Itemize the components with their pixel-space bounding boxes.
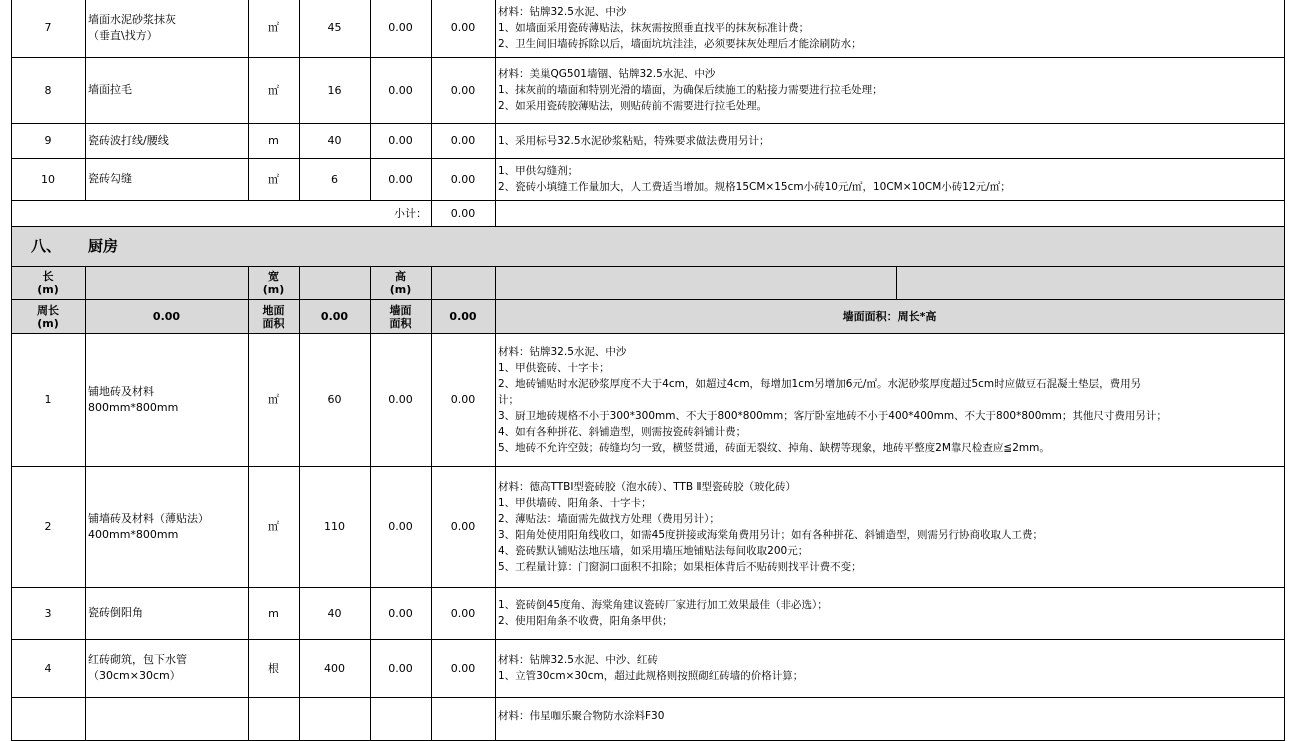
grid-line-v (85, 57, 86, 123)
kitchen-row-name[interactable]: 铺地砖及材料 800mm*800mm (88, 384, 179, 414)
kitchen-row-qty[interactable]: 40 (327, 606, 342, 620)
table-row-note[interactable]: 材料：钻牌32.5水泥、中沙 1、如墙面采用瓷砖薄贴法，抹灰需按照垂直找平的抹灰标准计费； 2、卫生间旧墙砖拆除以后，墙面坑坑洼洼，必须要抹灰处理后才能涂刷防水； (498, 5, 862, 50)
kitchen-row-name[interactable] (85, 697, 248, 740)
table-row-note[interactable]: 1、甲供勾缝剂； 2、瓷砖小填缝工作量加大，人工费适当增加。规格15CM×15cm小砖10元/㎡，10CM×10CM小砖12元/㎡； (498, 165, 1011, 193)
grid-line-v (248, 697, 249, 740)
kitchen-row-name[interactable]: 红砖砌筑，包下水管 （30cm×30cm） (88, 653, 187, 682)
grid-line-v (299, 123, 300, 158)
table-row-price[interactable]: 0.00 (388, 21, 413, 34)
kitchen-row-price[interactable]: 0.00 (388, 661, 413, 675)
grid-line-v (85, 0, 86, 57)
table-row-no[interactable]: 7 (44, 21, 52, 34)
grid-line-v (299, 333, 300, 466)
grid-line-v (431, 587, 432, 639)
grid-line-v (431, 299, 432, 333)
kitchen-row-price[interactable] (370, 697, 431, 740)
grid-line-v (11, 299, 12, 333)
length-value[interactable] (85, 267, 248, 299)
table-row-name[interactable]: 瓷砖勾缝 (88, 172, 132, 185)
kitchen-row-total[interactable]: 0.00 (450, 606, 476, 620)
grid-line-v (1284, 333, 1285, 466)
grid-line-v (85, 639, 86, 697)
grid-line-v (299, 587, 300, 639)
subtotal-label: 小计： (394, 206, 427, 220)
perimeter-value[interactable]: 0.00 (85, 300, 248, 333)
grid-line-v (248, 587, 249, 639)
grid-line-v (85, 266, 86, 299)
table-row-name[interactable]: 瓷砖波打线/腰线 (88, 133, 169, 147)
perimeter-label: 周长 (m) (11, 300, 85, 333)
grid-line-v (370, 0, 371, 57)
grid-line-v (11, 200, 12, 226)
grid-line-v (431, 158, 432, 200)
grid-line-v (85, 587, 86, 639)
grid-line-v (11, 123, 12, 158)
table-row-qty[interactable]: 40 (327, 134, 342, 147)
table-row-name[interactable]: 墙面水泥砂浆抹灰 （垂直\找方） (88, 12, 176, 42)
grid-line-v (431, 266, 432, 299)
kitchen-row-note[interactable]: 材料：伟星咖乐聚合物防水涂料F30 (498, 710, 665, 722)
grid-line-v (370, 587, 371, 639)
kitchen-row-no[interactable] (11, 697, 85, 740)
kitchen-row-total[interactable]: 0.00 (450, 661, 476, 675)
grid-line-v (1284, 639, 1285, 697)
grid-line-v (495, 0, 496, 57)
kitchen-row-unit[interactable]: m (268, 606, 279, 620)
grid-line-v (248, 158, 249, 200)
grid-line-v (431, 333, 432, 466)
table-row-qty[interactable]: 6 (331, 172, 338, 186)
kitchen-row-price[interactable]: 0.00 (388, 520, 413, 533)
kitchen-row-qty[interactable]: 110 (324, 520, 345, 533)
grid-line-v (370, 266, 371, 299)
grid-line-v (431, 123, 432, 158)
kitchen-row-unit[interactable]: 根 (268, 661, 279, 675)
kitchen-row-note[interactable]: 材料：德高TTBⅠ型瓷砖胶（泡水砖）、TTB Ⅱ型瓷砖胶（玻化砖） 1、甲供墙砖、阳角条、十字卡； 2、薄贴法：墙面需先做找方处理（费用另计）； 3、阳角处使用阳角线收口，如需45度拼接或海棠角费用另计；如有各种拼花、斜铺造型，则需另行协商收取人工费； 4、瓷砖默认铺贴法地压墙，如采用墙压地铺贴法每间收取200元； 5、工程量计算：门窗洞口面积不扣除；如果柜体背后不贴砖则找平计费不变； (498, 480, 1044, 573)
grid-line-v (495, 587, 496, 639)
grid-line-v (299, 697, 300, 740)
grid-line-v (495, 466, 496, 587)
grid-line-v (896, 266, 897, 299)
table-row-qty[interactable]: 16 (327, 83, 342, 97)
kitchen-row-total[interactable]: 0.00 (450, 393, 476, 406)
grid-line-v (85, 466, 86, 587)
grid-line-v (431, 697, 432, 740)
grid-line-v (299, 57, 300, 123)
grid-line-v (299, 158, 300, 200)
grid-line-v (248, 466, 249, 587)
table-row-no[interactable]: 8 (44, 83, 52, 97)
kitchen-row-no[interactable]: 1 (44, 393, 52, 406)
grid-line-v (370, 57, 371, 123)
grid-line-v (495, 697, 496, 740)
grid-line-v (1284, 158, 1285, 200)
kitchen-row-unit[interactable]: ㎡ (268, 393, 279, 406)
grid-line-v (370, 466, 371, 587)
grid-line-v (370, 333, 371, 466)
table-row-note[interactable]: 材料：美巢QG501墙锢、钻牌32.5水泥、中沙 1、抹灰前的墙面和特别光滑的墙面，为确保后续施工的粘接力需要进行拉毛处理； 2、如采用瓷砖胶薄贴法，则贴砖前不需要进行拉毛处理。 (498, 68, 883, 112)
table-row-total[interactable]: 0.00 (450, 134, 476, 147)
table-row-qty[interactable]: 45 (327, 21, 342, 34)
grid-line-v (1284, 200, 1285, 226)
section-index: 八、 (11, 227, 85, 266)
grid-line-v (11, 697, 12, 740)
grid-line-v (11, 57, 12, 123)
table-row-price[interactable]: 0.00 (388, 83, 413, 97)
kitchen-row-qty[interactable]: 400 (324, 661, 345, 675)
subtotal-value[interactable]: 0.00 (450, 206, 476, 220)
table-row-total[interactable]: 0.00 (450, 172, 476, 186)
grid-line-v (85, 697, 86, 740)
grid-line-v (1284, 299, 1285, 333)
grid-line-v (495, 299, 496, 333)
subtotal-empty-note[interactable] (495, 200, 1284, 226)
kitchen-row-total[interactable]: 0.00 (450, 520, 476, 533)
grid-line-v (431, 466, 432, 587)
kitchen-row-name[interactable]: 瓷砖倒阳角 (88, 606, 143, 619)
table-row-note[interactable]: 1、采用标号32.5水泥砂浆粘贴，特殊要求做法费用另计； (498, 134, 770, 147)
kitchen-row-price[interactable]: 0.00 (388, 393, 413, 406)
kitchen-row-unit[interactable]: ㎡ (268, 520, 279, 533)
grid-line-v (495, 200, 496, 226)
grid-line-v (1284, 57, 1285, 123)
grid-line-v (1284, 697, 1285, 740)
kitchen-row-price[interactable]: 0.00 (388, 606, 413, 620)
grid-line-v (495, 57, 496, 123)
grid-line-v (248, 639, 249, 697)
grid-line-v (299, 466, 300, 587)
table-row-total[interactable]: 0.00 (450, 21, 476, 34)
kitchen-row-note[interactable]: 材料：钻牌32.5水泥、中沙、红砖 1、立管30cm×30cm，超过此规格则按照砌红砖墙的价格计算； (498, 654, 804, 682)
grid-line-v (299, 0, 300, 57)
grid-line-v (11, 158, 12, 200)
grid-line-v (299, 266, 300, 299)
grid-line-v (11, 226, 12, 266)
grid-line-v (248, 0, 249, 57)
grid-line-v (1284, 587, 1285, 639)
floor-area-value[interactable]: 0.00 (299, 300, 370, 333)
grid-line-v (370, 123, 371, 158)
grid-line-v (495, 266, 496, 299)
kitchen-row-note[interactable]: 1、瓷砖倒45度角、海棠角建议瓷砖厂家进行加工效果最佳（非必选）； 2、使用阳角条不收费，阳角条甲供； (498, 599, 828, 627)
grid-line-v (495, 333, 496, 466)
height-label: 高 (m) (370, 267, 431, 299)
kitchen-row-qty[interactable]: 60 (327, 393, 342, 406)
grid-line-v (370, 697, 371, 740)
kitchen-row-no[interactable]: 2 (44, 520, 52, 533)
grid-line-v (248, 333, 249, 466)
kitchen-row-note[interactable]: 材料：钻牌32.5水泥、中沙 1、甲供瓷砖、十字卡； 2、地砖铺贴时水泥砂浆厚度不大于4cm，如超过4cm，每增加1cm另增加6元/㎡。水泥砂浆厚度超过5cm时应做豆石混凝土垫层，费用另 计； 3、厨卫地砖规格不小于300*300mm、不大于800*800mm；客厅卧室地砖不小于400*400mm、不大于800*800mm；其他尺寸费用另计； 4、如有各种拼花、斜铺造型，则需按瓷砖斜铺计费； 5、地砖不允许空鼓；砖缝均匀一致，横竖贯通，砖面无裂纹、掉角、缺楞等现象，地砖平整度2M靠尺检查应≦2mm。 (498, 345, 1167, 454)
grid-line-v (1284, 466, 1285, 587)
grid-line-v (431, 0, 432, 57)
grid-line-v (370, 158, 371, 200)
width-value[interactable] (299, 267, 370, 299)
grid-line-v (299, 299, 300, 333)
grid-line-v (1284, 123, 1285, 158)
table-row-price[interactable]: 0.00 (388, 172, 413, 186)
table-row-unit[interactable]: ㎡ (268, 21, 279, 34)
kitchen-row-name[interactable]: 铺墙砖及材料（薄贴法） 400mm*800mm (88, 511, 209, 541)
grid-line-v (248, 57, 249, 123)
grid-line-v (495, 639, 496, 697)
grid-line-v (431, 57, 432, 123)
wall-area-label: 墙面 面积 (370, 300, 431, 333)
table-row-unit[interactable]: ㎡ (268, 172, 279, 186)
section-title: 厨房 (85, 227, 1284, 266)
dim-extra-b[interactable] (896, 267, 1284, 299)
grid-line-v (248, 266, 249, 299)
grid-line-v (1284, 226, 1285, 266)
grid-line-v (85, 333, 86, 466)
grid-line-v (370, 639, 371, 697)
grid-line-v (11, 639, 12, 697)
table-row-no[interactable]: 10 (41, 172, 55, 186)
grid-line-v (248, 299, 249, 333)
grid-line-v (431, 200, 432, 226)
kitchen-row-qty[interactable] (299, 697, 370, 740)
grid-line-v (370, 299, 371, 333)
height-value[interactable] (431, 267, 495, 299)
dim-extra-a[interactable] (495, 267, 896, 299)
grid-line-v (495, 123, 496, 158)
grid-line-v (1284, 266, 1285, 299)
table-row-unit[interactable]: ㎡ (268, 83, 279, 97)
grid-line-v (495, 158, 496, 200)
kitchen-row-no[interactable]: 3 (44, 606, 52, 620)
table-row-name[interactable]: 墙面拉毛 (88, 83, 132, 96)
grid-line-v (299, 639, 300, 697)
wall-area-value[interactable]: 0.00 (431, 300, 495, 333)
wall-area-formula: 墙面面积：周长*高 (495, 300, 1284, 333)
kitchen-row-no[interactable]: 4 (44, 661, 52, 675)
grid-line-v (11, 0, 12, 57)
kitchen-row-unit[interactable] (248, 697, 299, 740)
width-label: 宽 (m) (248, 267, 299, 299)
grid-line-v (85, 158, 86, 200)
grid-line-v (248, 123, 249, 158)
kitchen-row-total[interactable] (431, 697, 495, 740)
length-label: 长 (m) (11, 267, 85, 299)
floor-area-label: 地面 面积 (248, 300, 299, 333)
table-row-total[interactable]: 0.00 (450, 83, 476, 97)
grid-line-v (431, 639, 432, 697)
grid-line-v (1284, 0, 1285, 57)
table-row-price[interactable]: 0.00 (388, 134, 413, 147)
grid-line-v (85, 299, 86, 333)
table-row-unit[interactable]: m (268, 134, 279, 147)
grid-line-v (11, 266, 12, 299)
grid-line-v (11, 587, 12, 639)
grid-line-v (11, 333, 12, 466)
table-row-no[interactable]: 9 (44, 134, 52, 147)
grid-line-v (11, 466, 12, 587)
grid-line-v (85, 123, 86, 158)
